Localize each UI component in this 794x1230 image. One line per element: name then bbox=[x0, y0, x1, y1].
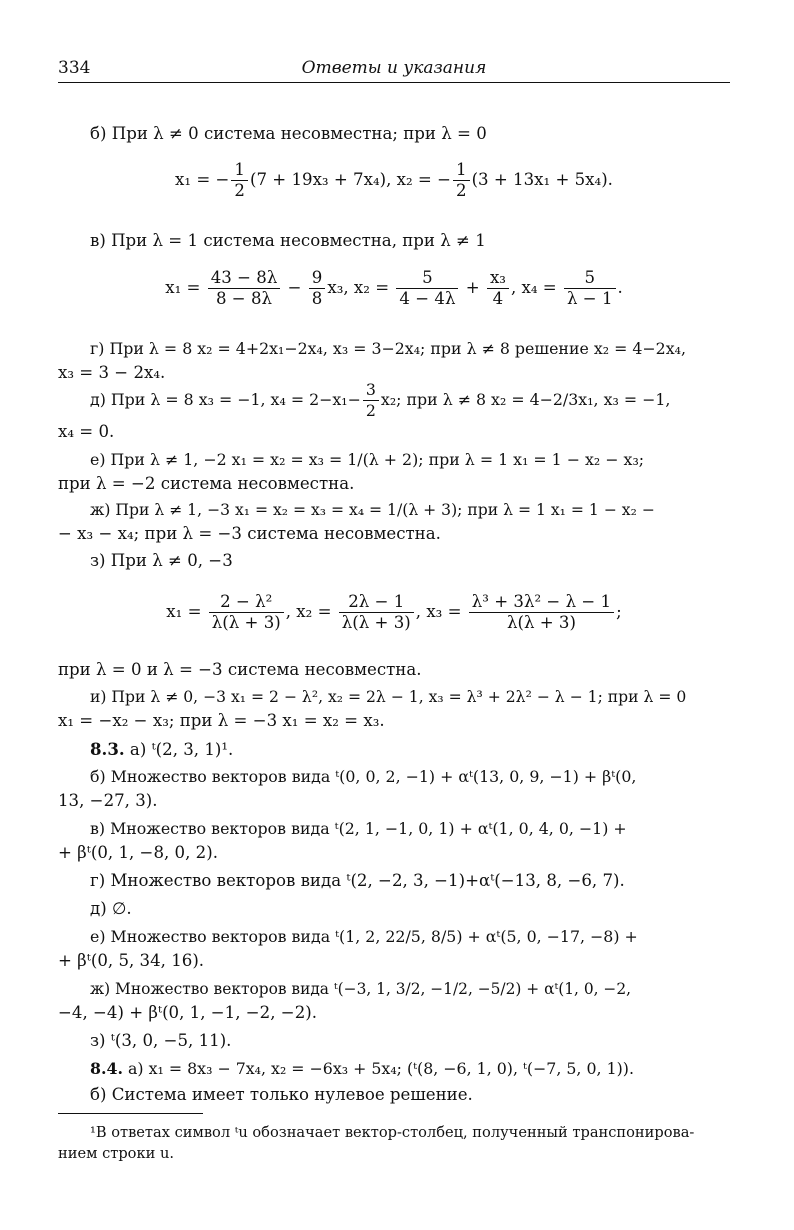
answer-d-line2: x₄ = 0. bbox=[58, 422, 115, 441]
problem-8-3-v-line2: + βᵗ(0, 1, −8, 0, 2). bbox=[58, 843, 218, 862]
problem-8-3-a: 8.3. а) ᵗ(2, 3, 1)¹. bbox=[90, 739, 234, 759]
fraction: $\frac{3}{2}$ bbox=[363, 380, 379, 421]
fraction: $\frac{\text{λ³ + 3λ² − λ − 1}}{\lambda(\lambda + 3)}$ bbox=[469, 592, 614, 633]
fraction: $\frac{\text{2 − λ²}}{\lambda(\lambda + 3)}$ bbox=[209, 592, 284, 633]
answer-i-line1: и) При λ ≠ 0, −3 x₁ = 2 − λ², x₂ = 2λ − 1, x₃ = λ³ + 2λ² − λ − 1; при λ = 0 bbox=[90, 688, 687, 706]
answer-i-line2: x₁ = −x₂ − x₃; при λ = −3 x₁ = x₂ = x₃. bbox=[58, 711, 385, 730]
problem-8-3-zh-line1: ж) Множество векторов вида ᵗ(−3, 1, 3/2, −1/2, −5/2) + αᵗ(1, 0, −2, bbox=[90, 980, 632, 998]
answer-v-formula: x₁ = $\frac{43 - 8\lambda}{8 - 8\lambda}$ − $\frac{9}{8}$ x₃, x₂ = $\frac{5}{4 - 4\lambda}$ + $\frac{\text{x₃}}{4}$ , x₄ = $\frac{5}{\lambda - 1}$ . bbox=[165, 268, 623, 308]
problem-8-3-e-line1: е) Множество векторов вида ᵗ(1, 2, 22/5, 8/5) + αᵗ(5, 0, −17, −8) + bbox=[90, 927, 638, 946]
problem-8-3-g: г) Множество векторов вида ᵗ(2, −2, 3, −1)+αᵗ(−13, 8, −6, 7). bbox=[90, 871, 625, 890]
answer-d-line1: д) При λ = 8 x₃ = −1, x₄ = 2−x₁− $\frac{3}{2}$ x₂; при λ ≠ 8 x₂ = 4−2/3x₁, x₃ = −1, bbox=[90, 380, 671, 420]
fraction: $\frac{2\lambda - 1}{\lambda(\lambda + 3)}$ bbox=[339, 592, 414, 633]
fraction: $\frac{1}{2}$ bbox=[231, 160, 248, 201]
answer-b-formula: x₁ = − $\frac{1}{2}$ (7 + 19x₃ + 7x₄), x₂ = − $\frac{1}{2}$ (3 + 13x₁ + 5x₄). bbox=[175, 160, 613, 200]
answer-e-line2: при λ = −2 система несовместна. bbox=[58, 474, 355, 493]
running-title: Ответы и указания bbox=[301, 58, 487, 78]
problem-8-3-e-line2: + βᵗ(0, 5, 34, 16). bbox=[58, 951, 205, 970]
page-header bbox=[58, 56, 730, 83]
problem-number: 8.3. bbox=[90, 739, 125, 759]
problem-8-3-v-line1: в) Множество векторов вида ᵗ(2, 1, −1, 0, 1) + αᵗ(1, 0, 4, 0, −1) + bbox=[90, 819, 627, 838]
problem-8-3-z: з) ᵗ(3, 0, −5, 11). bbox=[90, 1031, 232, 1050]
footnote-divider bbox=[58, 1113, 203, 1114]
fraction: $\frac{\text{x₃}}{4}$ bbox=[487, 268, 509, 309]
fraction: $\frac{5}{\lambda - 1}$ bbox=[564, 268, 616, 309]
footnote-line1: ¹В ответах символ ᵗu обозначает вектор-столбец, полученный транспонирова- bbox=[90, 1124, 695, 1141]
answer-zh-line1: ж) При λ ≠ 1, −3 x₁ = x₂ = x₃ = x₄ = 1/(λ + 3); при λ = 1 x₁ = 1 − x₂ − bbox=[90, 501, 655, 519]
problem-8-4-b: б) Система имеет только нулевое решение. bbox=[90, 1085, 473, 1104]
fraction: $\frac{5}{4 - 4\lambda}$ bbox=[396, 268, 458, 309]
fraction: $\frac{9}{8}$ bbox=[309, 268, 326, 309]
fraction: $\frac{1}{2}$ bbox=[453, 160, 470, 201]
answer-z-formula: x₁ = $\frac{\text{2 − λ²}}{\lambda(\lambda + 3)}$ , x₂ = $\frac{2\lambda - 1}{\lambda(\lambda + 3)}$ , x₃ = $\frac{\text{λ³ + 3λ² − λ − 1}}{\lambda(\lambda + 3)}$ ; bbox=[166, 592, 622, 632]
answer-v-line1: в) При λ = 1 система несовместна, при λ ≠ 1 bbox=[90, 231, 486, 250]
problem-8-3-b-line1: б) Множество векторов вида ᵗ(0, 0, 2, −1) + αᵗ(13, 0, 9, −1) + βᵗ(0, bbox=[90, 767, 637, 786]
problem-number: 8.4. bbox=[90, 1059, 123, 1078]
fraction: $\frac{43 - 8\lambda}{8 - 8\lambda}$ bbox=[208, 268, 281, 309]
problem-8-3-b-line2: 13, −27, 3). bbox=[58, 791, 158, 810]
answer-z-line1: з) При λ ≠ 0, −3 bbox=[90, 551, 233, 570]
answer-b-line1: б) При λ ≠ 0 система несовместна; при λ = 0 bbox=[90, 124, 487, 143]
page-number: 334 bbox=[58, 58, 91, 78]
answer-e-line1: е) При λ ≠ 1, −2 x₁ = x₂ = x₃ = 1/(λ + 2); при λ = 1 x₁ = 1 − x₂ − x₃; bbox=[90, 450, 645, 469]
problem-8-4-a: 8.4. а) x₁ = 8x₃ − 7x₄, x₂ = −6x₃ + 5x₄; (ᵗ(8, −6, 1, 0), ᵗ(−7, 5, 0, 1)). bbox=[90, 1059, 634, 1078]
answer-zh-line2: − x₃ − x₄; при λ = −3 система несовместна. bbox=[58, 524, 441, 543]
problem-8-3-zh-line2: −4, −4) + βᵗ(0, 1, −1, −2, −2). bbox=[58, 1003, 318, 1022]
answer-g-line2: x₃ = 3 − 2x₄. bbox=[58, 363, 166, 382]
footnote-line2: нием строки u. bbox=[58, 1145, 174, 1162]
problem-8-3-d: д) ∅. bbox=[90, 899, 132, 918]
answer-g-line1: г) При λ = 8 x₂ = 4+2x₁−2x₄, x₃ = 3−2x₄; при λ ≠ 8 решение x₂ = 4−2x₄, bbox=[90, 339, 686, 358]
answer-z-line3: при λ = 0 и λ = −3 система несовместна. bbox=[58, 660, 422, 679]
